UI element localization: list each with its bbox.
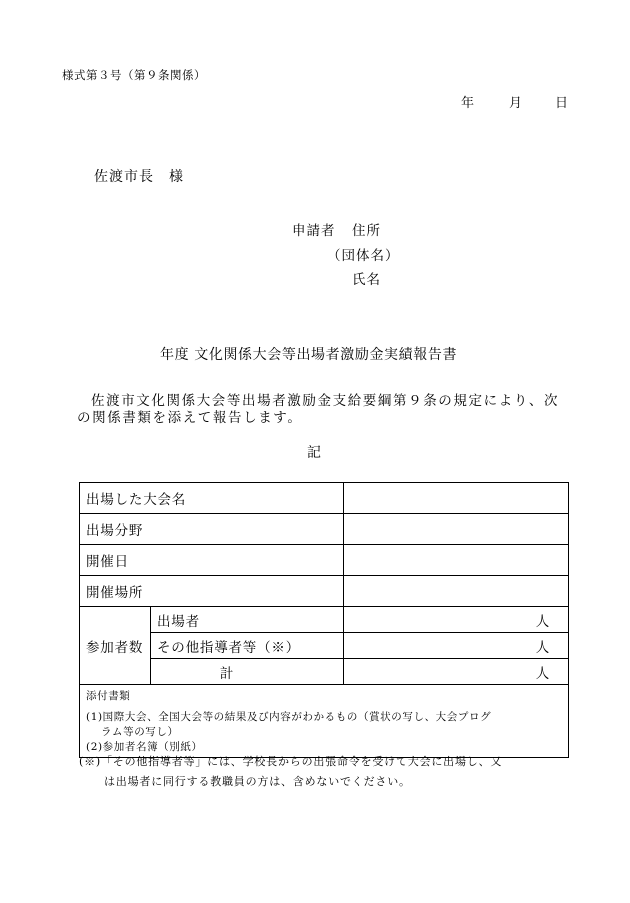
participants-row-instructors-label: その他指導者等（※）: [151, 633, 344, 659]
date-day-label: 日: [555, 96, 569, 111]
table-row: [80, 607, 569, 633]
form-number: 様式第３号（第９条関係）: [62, 68, 206, 82]
participants-label: 参加者数: [80, 607, 151, 685]
attachments-cell: [80, 685, 569, 758]
row-label-field: 出場分野: [80, 514, 344, 545]
participants-row-players-label: 出場者: [151, 607, 344, 633]
table-row: [80, 685, 569, 758]
attachments-heading: 添付書類: [86, 690, 131, 702]
tournament-name-field[interactable]: [344, 483, 569, 514]
participants-players-field[interactable]: [344, 607, 569, 633]
table-row: [80, 659, 569, 685]
venue-field[interactable]: [344, 576, 569, 607]
date-year-label: 年: [461, 96, 475, 111]
note-line-1: (※)「その他指導者等」には、学校長からの出張命令を受けて大会に出場し、又: [79, 755, 503, 768]
table-row: [80, 483, 569, 514]
table-row: [80, 576, 569, 607]
note-line-2: は出場者に同行する教職員の方は、含めないでください。: [104, 775, 411, 788]
applicant-address-label: 住所: [352, 223, 381, 239]
unit-label: 人: [535, 613, 550, 630]
table-row: [80, 633, 569, 659]
attachment-item-2: (2)参加者名簿（別紙）: [86, 741, 203, 753]
body-line-1: 佐渡市文化関係大会等出場者激励金支給要綱第９条の規定により、次: [91, 393, 560, 409]
unit-label: 人: [535, 665, 550, 682]
event-date-field[interactable]: [344, 545, 569, 576]
report-table: [79, 482, 569, 758]
table-row: [80, 514, 569, 545]
row-label-date: 開催日: [80, 545, 344, 576]
participants-total-field[interactable]: [344, 659, 569, 685]
applicant-name-label: 氏名: [352, 272, 381, 288]
row-label-venue: 開催場所: [80, 576, 344, 607]
body-line-2: の関係書類を添えて報告します。: [77, 410, 303, 426]
applicant-group-label: （団体名）: [327, 248, 400, 264]
attachment-item-1-line-2: ラム等の写し）: [101, 726, 179, 738]
ki-heading: 記: [307, 445, 321, 461]
row-label-tournament: 出場した大会名: [80, 483, 344, 514]
field-value[interactable]: [344, 514, 569, 545]
addressee: 佐渡市長 様: [94, 169, 184, 185]
date-month-label: 月: [509, 96, 523, 111]
participants-instructors-field[interactable]: [344, 633, 569, 659]
attachment-item-1-line-1: (1)国際大会、全国大会等の結果及び内容がわかるもの（賞状の写し、大会プログ: [86, 711, 492, 723]
unit-label: 人: [535, 639, 550, 656]
participants-row-total-label: 計: [151, 659, 344, 685]
applicant-label: 申請者: [292, 223, 336, 239]
document-title: 年度 文化関係大会等出場者激励金実績報告書: [160, 347, 458, 363]
table-row: [80, 545, 569, 576]
